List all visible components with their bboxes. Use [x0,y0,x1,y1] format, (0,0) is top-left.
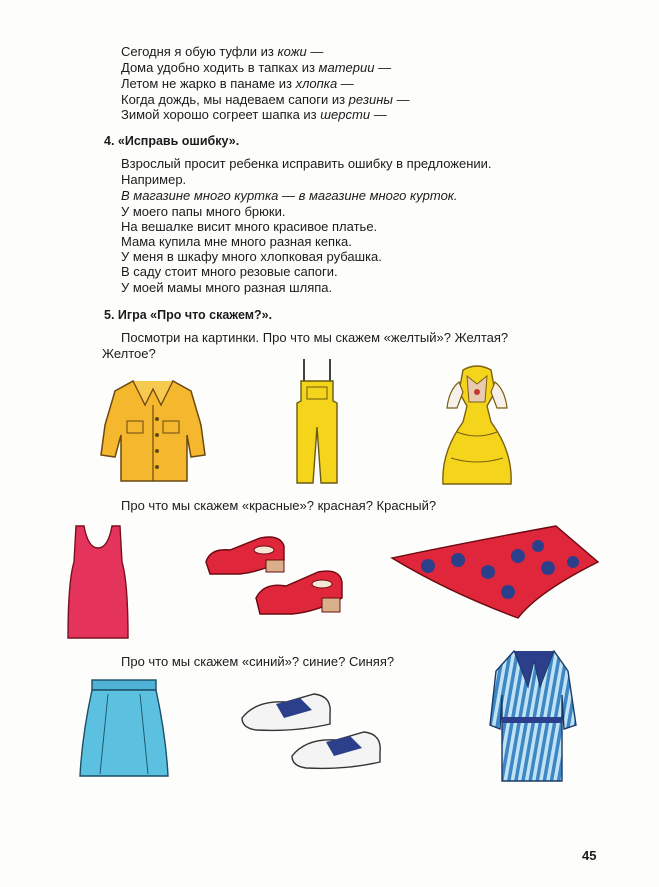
skirt-icon [78,676,170,780]
question-red: Про что мы скажем «красные»? красная? Красный? [121,498,437,513]
question-yellow: Посмотри на картинки. Про что мы скажем «желтый»? Желтая? [121,330,509,345]
sentence-line: У моей мамы много разная шляпа. [121,280,333,295]
tank-top-icon [62,522,134,642]
dress-icon [437,362,517,488]
shirt-icon [95,375,210,487]
sentence-line: Мама купила мне много разная кепка. [121,234,352,249]
overalls-icon [287,357,347,487]
example-label: Например. [121,172,187,187]
sentence-line: Когда дождь, мы надеваем сапоги из резины — [121,92,410,107]
sentence-line: Зимой хорошо согреет шапка из шерсти — [121,107,387,122]
section-4-intro: Взрослый просит ребенка исправить ошибку в предложении. [121,156,492,171]
example-sentence: В магазине много куртка — в магазине много курток. [121,188,458,203]
question-yellow-cont: Желтое? [102,346,156,361]
sentence-line: У меня в шкафу много хлопковая рубашка. [121,249,382,264]
section-4-title: 4. «Исправь ошибку». [104,134,240,148]
sneakers-icon [236,688,386,780]
sentence-line: У моего папы много брюки. [121,204,286,219]
bathrobe-icon [488,647,580,787]
sentence-line: Летом не жарко в панаме из хлопка — [121,76,354,91]
sentence-line: В саду стоит много резовые сапоги. [121,264,338,279]
sentence-line: Дома удобно ходить в тапках из материи — [121,60,392,75]
shoes-icon [200,528,350,648]
sentence-line: Сегодня я обую туфли из кожи — [121,44,324,59]
sentence-line: На вешалке висит много красивое платье. [121,219,378,234]
section-5-title: 5. Игра «Про что скажем?». [104,308,273,322]
page-number: 45 [582,848,597,863]
question-blue: Про что мы скажем «синий»? синие? Синяя? [121,654,395,669]
shawl-icon [388,522,603,622]
